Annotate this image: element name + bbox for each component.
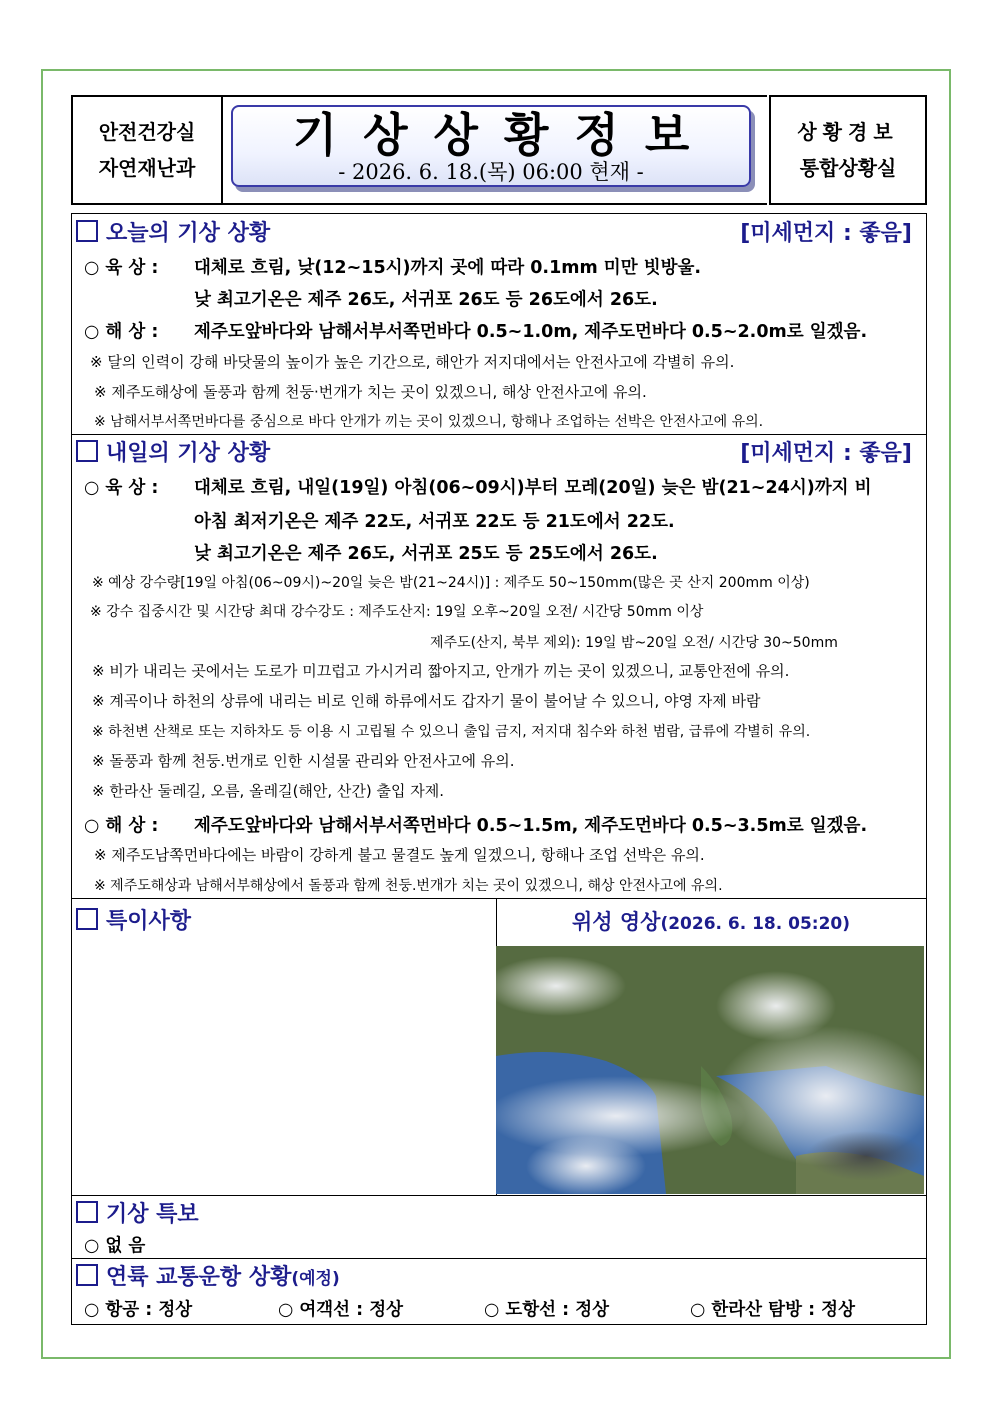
checkbox-icon [76, 1264, 98, 1286]
today-sea-line: 제주도앞바다와 남해서부서쪽먼바다 0.5~1.0m, 제주도먼바다 0.5~2.0m로 일겠음. [194, 322, 868, 342]
title-box [231, 105, 751, 187]
today-land-line2: 낮 최고기온은 제주 26도, 서귀포 26도 등 26도에서 26도. [194, 290, 658, 310]
today-note: ※ 남해서부서쪽먼바다를 중심으로 바다 안개가 끼는 곳이 있겠으니, 항해나 조업하는 선박은 안전사고에 유의. [94, 414, 764, 430]
tomorrow-land-line3: 낮 최고기온은 제주 26도, 서귀포 25도 등 25도에서 26도. [194, 544, 658, 564]
tomorrow-note: ※ 돌풍과 함께 천둥.번개로 인한 시설물 관리와 안전사고에 유의. [92, 752, 515, 770]
content-box [71, 213, 927, 1325]
tomorrow-note: ※ 비가 내리는 곳에서는 도로가 미끄럽고 가시거리 짧아지고, 안개가 끼는 곳이 있겠으니, 교통안전에 유의. [92, 662, 790, 680]
warning-heading: 기상 특보 [76, 1197, 199, 1228]
tomorrow-land-label: ○ 육 상 : [84, 478, 159, 498]
office-box [769, 95, 927, 205]
tomorrow-land-line2: 아침 최저기온은 제주 22도, 서귀포 22도 등 21도에서 22도. [194, 512, 675, 532]
tomorrow-note: ※ 계곡이나 하천의 상류에 내리는 비로 인해 하류에서도 갑자기 물이 불어날 수 있으니, 야영 자제 바람 [92, 692, 761, 710]
special-heading: 특이사항 [76, 904, 191, 935]
today-heading: 오늘의 기상 상황 [76, 216, 270, 247]
tomorrow-sea-note: ※ 제주도남쪽먼바다에는 바람이 강하게 불고 물결도 높게 일겠으니, 항해나 조업 선박은 유의. [94, 846, 705, 864]
department-line1: 안전건강실 [98, 120, 196, 144]
divider [72, 1258, 926, 1259]
office-line1: 상황경보 [797, 120, 899, 144]
today-dust-status: [미세먼지 : 좋음] [740, 221, 912, 246]
today-note: ※ 제주도해상에 돌풍과 함께 천둥·번개가 치는 곳이 있겠으니, 해상 안전사고에 유의. [94, 383, 647, 401]
tomorrow-land-line1: 대체로 흐림, 내일(19일) 아침(06~09시)부터 모레(20일) 늦은 밤(21~24시)까지 비 [194, 478, 872, 498]
tomorrow-sea-label: ○ 해 상 : [84, 816, 159, 836]
checkbox-icon [76, 220, 98, 242]
tomorrow-dust-status: [미세먼지 : 좋음] [740, 441, 912, 466]
transport-item-air: ○ 항공 : 정상 [84, 1300, 193, 1320]
today-land-label: ○ 육 상 : [84, 258, 159, 278]
tomorrow-note: ※ 하천변 산책로 또는 지하차도 등 이용 시 고립될 수 있으니 출입 금지, 저지대 침수와 하천 범람, 급류에 각별히 유의. [92, 724, 811, 740]
divider [72, 434, 926, 435]
today-land-line1: 대체로 흐림, 낮(12~15시)까지 곳에 따라 0.1mm 미만 빗방울. [194, 258, 702, 278]
today-sea-label: ○ 해 상 : [84, 322, 159, 342]
tomorrow-heading: 내일의 기상 상황 [76, 436, 270, 467]
checkbox-icon [76, 440, 98, 462]
satellite-map-icon [496, 946, 924, 1194]
office-line2: 통합상황실 [799, 156, 897, 180]
warning-value: ○ 없 음 [84, 1236, 146, 1256]
department-line2: 자연재난과 [98, 156, 196, 180]
today-note: ※ 달의 인력이 강해 바닷물의 높이가 높은 기간으로, 해안가 저지대에서는 안전사고에 각별히 유의. [90, 353, 735, 371]
divider [72, 898, 926, 899]
report-datetime: - 2026. 6. 18.(목) 06:00 현재 - [338, 160, 644, 184]
rain-peak-mountain: ※ 강수 집중시간 및 시간당 최대 강수강도 : 제주도산지: 19일 오후~20일 오전/ 시간당 50mm 이상 [90, 604, 704, 620]
title-area [219, 95, 767, 205]
transport-heading: 연륙 교통운항 상황(예정) [76, 1260, 340, 1291]
satellite-image [496, 946, 924, 1194]
tomorrow-note: ※ 한라산 둘레길, 오름, 올레길(해안, 산간) 출입 자제. [92, 782, 445, 800]
satellite-title: 위성 영상(2026. 6. 18. 05:20) [571, 910, 851, 934]
checkbox-icon [76, 908, 98, 930]
transport-item-islandferry: ○ 도항선 : 정상 [484, 1300, 610, 1320]
transport-item-hallasan: ○ 한라산 탐방 : 정상 [690, 1300, 855, 1320]
rain-amount: ※ 예상 강수량[19일 아침(06~09시)~20일 늦은 밤(21~24시)] : 제주도 50~150mm(많은 곳 산지 200mm 이상) [92, 575, 810, 591]
checkbox-icon [76, 1201, 98, 1223]
page-title: 기상상황정보 [292, 108, 716, 162]
department-box [71, 95, 223, 205]
rain-peak-lowland: 제주도(산지, 북부 제외): 19일 밤~20일 오전/ 시간당 30~50mm [430, 635, 838, 651]
tomorrow-sea-line: 제주도앞바다와 남해서부서쪽먼바다 0.5~1.5m, 제주도먼바다 0.5~3.5m로 일겠음. [194, 816, 868, 836]
divider [72, 1195, 926, 1196]
transport-item-ferry: ○ 여객선 : 정상 [278, 1300, 404, 1320]
tomorrow-sea-note: ※ 제주도해상과 남해서부해상에서 돌풍과 함께 천둥.번개가 치는 곳이 있겠으니, 해상 안전사고에 유의. [94, 878, 723, 894]
